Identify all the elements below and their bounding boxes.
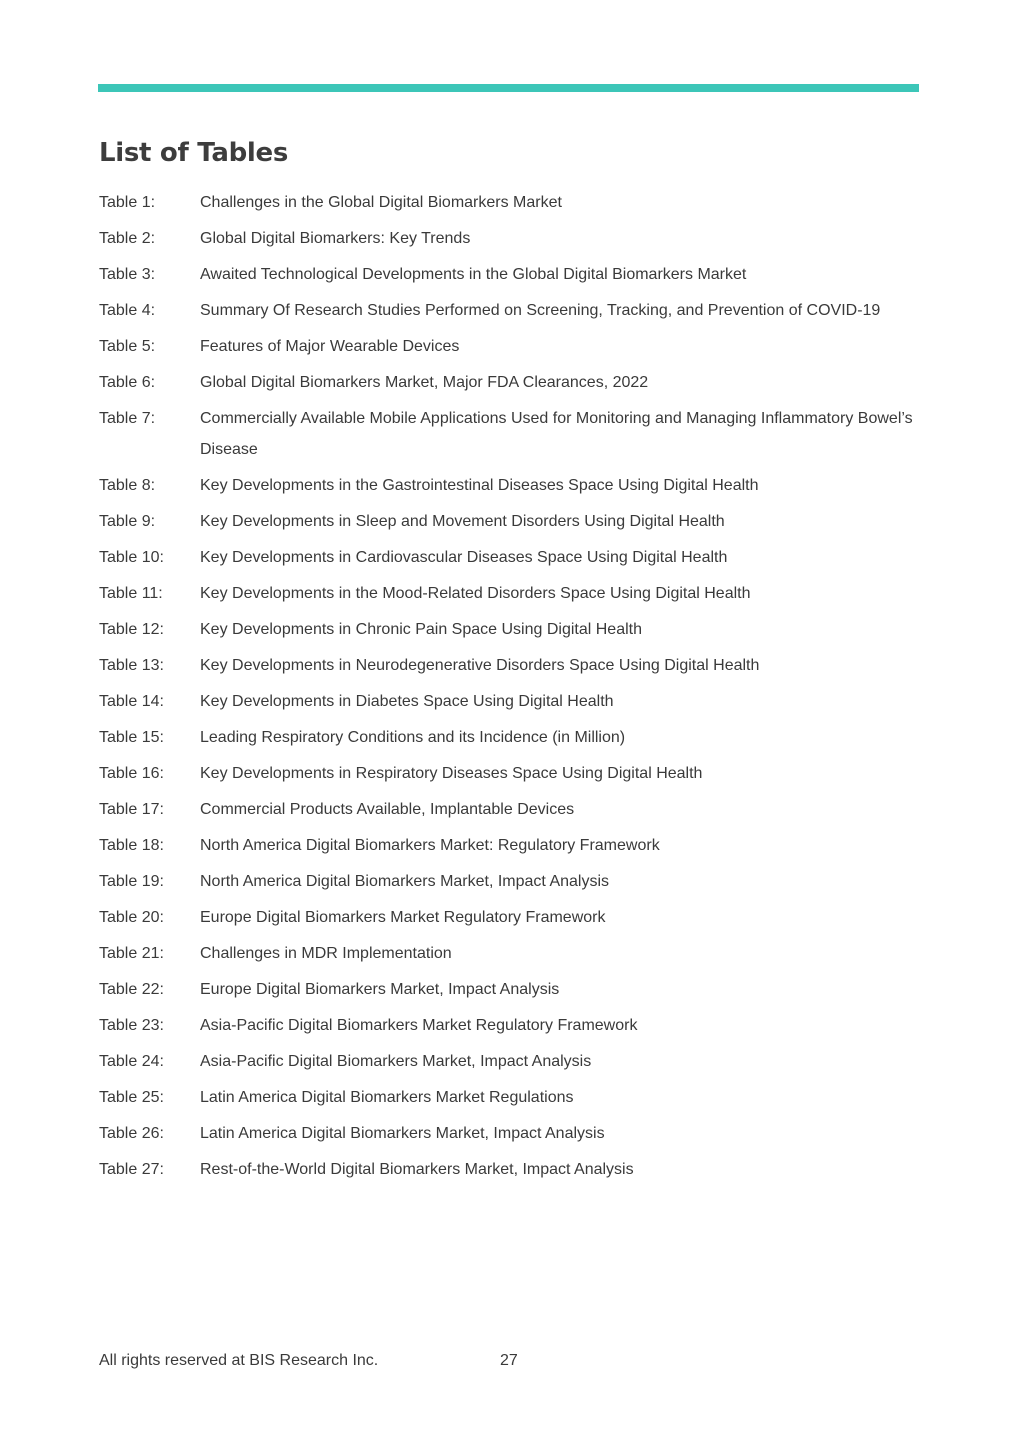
toc-entry[interactable]	[99, 650, 919, 681]
toc-entry-label: Table 11:	[99, 585, 163, 602]
page-title: List of Tables	[99, 138, 289, 168]
toc-entry-label: Table 1:	[99, 194, 156, 211]
toc-entry-title: Key Developments in the Mood-Related Disorders Space Using Digital Health	[200, 585, 751, 602]
toc-entry[interactable]	[99, 758, 919, 789]
toc-entry-label: Table 6:	[99, 374, 156, 391]
toc-entry-label: Table 18:	[99, 837, 164, 854]
toc-entry[interactable]	[99, 470, 919, 501]
toc-entry[interactable]	[99, 614, 919, 645]
toc-entry-title: Asia-Pacific Digital Biomarkers Market, Impact Analysis	[200, 1053, 592, 1070]
toc-entry[interactable]	[99, 367, 919, 398]
toc-entry-title: North America Digital Biomarkers Market, Impact Analysis	[200, 873, 610, 890]
toc-entry[interactable]	[99, 902, 919, 933]
toc-entry[interactable]	[99, 1082, 919, 1113]
toc-entry[interactable]	[99, 794, 919, 825]
toc-entry-title: Europe Digital Biomarkers Market, Impact Analysis	[200, 981, 560, 998]
toc-entry-label: Table 8:	[99, 477, 156, 494]
toc-entry-label: Table 16:	[99, 765, 164, 782]
toc-entry-title: Europe Digital Biomarkers Market Regulatory Framework	[200, 909, 606, 926]
toc-entry-label: Table 5:	[99, 338, 156, 355]
toc-entry-label: Table 27:	[99, 1161, 164, 1178]
toc-entry-title: Commercial Products Available, Implantable Devices	[200, 801, 575, 818]
toc-entry[interactable]	[99, 506, 919, 537]
toc-entry[interactable]	[99, 1118, 919, 1149]
toc-entry-label: Table 26:	[99, 1125, 164, 1142]
toc-entry[interactable]	[99, 866, 919, 897]
toc-entry-label: Table 10:	[99, 549, 164, 566]
toc-entry-label: Table 2:	[99, 230, 156, 247]
page-number: 27	[500, 1352, 518, 1369]
toc-entry-title: Features of Major Wearable Devices	[200, 338, 460, 355]
toc-entry-title: Challenges in the Global Digital Biomarkers Market	[200, 194, 562, 211]
toc-entry-label: Table 23:	[99, 1017, 164, 1034]
toc-entry-label: Table 15:	[99, 729, 164, 746]
toc-entry-label: Table 24:	[99, 1053, 164, 1070]
toc-entry-title: Key Developments in Cardiovascular Diseases Space Using Digital Health	[200, 549, 728, 566]
header-accent-rule	[98, 84, 919, 92]
toc-entry-title: Key Developments in Diabetes Space Using Digital Health	[200, 693, 614, 710]
toc-entry-label: Table 13:	[99, 657, 164, 674]
toc-entry[interactable]	[99, 223, 919, 254]
toc-entry[interactable]	[99, 259, 919, 290]
toc-entry-title: Commercially Available Mobile Applications Used for Monitoring and Managing Inflammatory Bowel’s Disease	[200, 410, 913, 458]
toc-entry-title: Leading Respiratory Conditions and its Incidence (in Million)	[200, 729, 626, 746]
toc-entry[interactable]	[99, 686, 919, 717]
toc-entry[interactable]	[99, 722, 919, 753]
toc-entry-label: Table 22:	[99, 981, 164, 998]
toc-entry[interactable]	[99, 1046, 919, 1077]
toc-entry-label: Table 21:	[99, 945, 164, 962]
toc-entry-title: Latin America Digital Biomarkers Market Regulations	[200, 1089, 574, 1106]
toc-entry[interactable]	[99, 331, 919, 362]
toc-entry[interactable]	[99, 830, 919, 861]
toc-entry-title: Challenges in MDR Implementation	[200, 945, 452, 962]
toc-entry-label: Table 9:	[99, 513, 156, 530]
toc-entry[interactable]	[99, 1010, 919, 1041]
toc-entry[interactable]	[99, 938, 919, 969]
toc-entry-title: Global Digital Biomarkers Market, Major FDA Clearances, 2022	[200, 374, 649, 391]
toc-entry[interactable]	[99, 578, 919, 609]
toc-entry-label: Table 19:	[99, 873, 164, 890]
toc-entry-title: Key Developments in the Gastrointestinal Diseases Space Using Digital Health	[200, 477, 759, 494]
toc-entry-title: Latin America Digital Biomarkers Market, Impact Analysis	[200, 1125, 605, 1142]
toc-entry-label: Table 12:	[99, 621, 164, 638]
toc-entry[interactable]	[99, 542, 919, 573]
toc-entry-title: Key Developments in Neurodegenerative Disorders Space Using Digital Health	[200, 657, 760, 674]
toc-entry-label: Table 14:	[99, 693, 164, 710]
toc-entry-label: Table 7:	[99, 410, 156, 427]
toc-entry[interactable]	[99, 1154, 919, 1185]
toc-entry[interactable]	[99, 974, 919, 1005]
toc-entry-title: Key Developments in Sleep and Movement Disorders Using Digital Health	[200, 513, 725, 530]
toc-entry-label: Table 25:	[99, 1089, 164, 1106]
list-of-tables	[99, 187, 919, 1190]
toc-entry-label: Table 3:	[99, 266, 156, 283]
toc-entry-title: North America Digital Biomarkers Market: Regulatory Framework	[200, 837, 660, 854]
toc-entry-title: Key Developments in Respiratory Diseases Space Using Digital Health	[200, 765, 703, 782]
toc-entry-title: Summary Of Research Studies Performed on Screening, Tracking, and Prevention of COVID-19	[200, 302, 881, 319]
toc-entry-title: Awaited Technological Developments in the Global Digital Biomarkers Market	[200, 266, 747, 283]
toc-entry[interactable]	[99, 187, 919, 218]
toc-entry-title: Asia-Pacific Digital Biomarkers Market Regulatory Framework	[200, 1017, 638, 1034]
toc-entry[interactable]	[99, 295, 919, 326]
toc-entry[interactable]	[99, 403, 919, 465]
footer-copyright: All rights reserved at BIS Research Inc.	[99, 1352, 379, 1369]
toc-entry-label: Table 20:	[99, 909, 164, 926]
toc-entry-title: Global Digital Biomarkers: Key Trends	[200, 230, 471, 247]
toc-entry-label: Table 17:	[99, 801, 164, 818]
toc-entry-title: Key Developments in Chronic Pain Space Using Digital Health	[200, 621, 642, 638]
toc-entry-title: Rest-of-the-World Digital Biomarkers Market, Impact Analysis	[200, 1161, 634, 1178]
toc-entry-label: Table 4:	[99, 302, 156, 319]
